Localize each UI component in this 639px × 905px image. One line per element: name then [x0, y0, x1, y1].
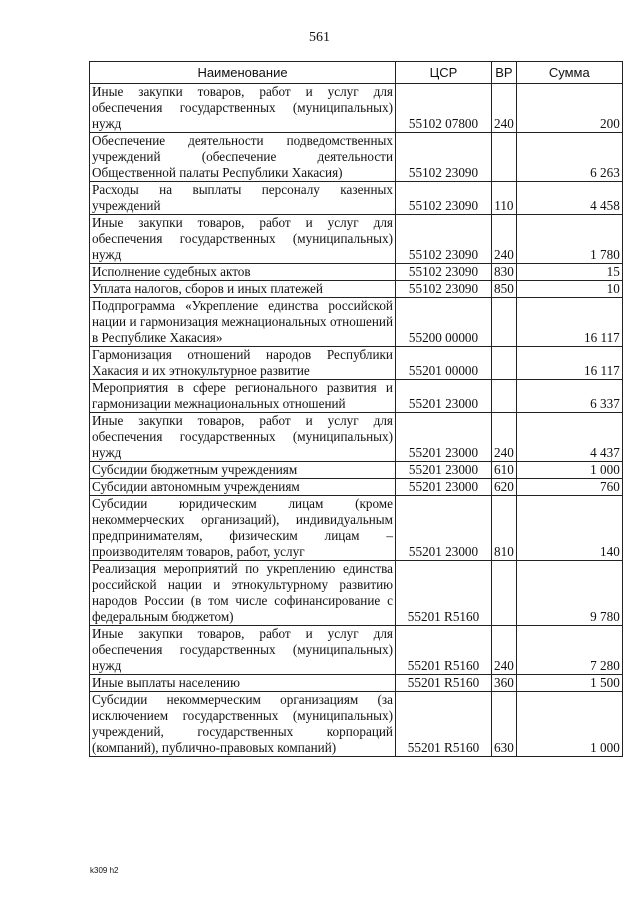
row-vr: 830: [492, 264, 517, 281]
table-row: [90, 380, 623, 413]
row-sum: 4 458: [516, 182, 622, 215]
row-name: Мероприятия в сфере регионального развития и гармонизации межнациональных отношений: [90, 380, 396, 413]
row-csr: 55201 23000: [396, 462, 492, 479]
row-vr: 240: [492, 215, 517, 264]
row-sum: 16 117: [516, 298, 622, 347]
row-csr: 55201 R5160: [396, 561, 492, 626]
table-row: [90, 413, 623, 462]
row-name: Исполнение судебных актов: [90, 264, 396, 281]
row-vr: [492, 380, 517, 413]
table-row: [90, 626, 623, 675]
row-csr: 55201 R5160: [396, 626, 492, 675]
row-csr: 55102 23090: [396, 281, 492, 298]
row-name: Иные выплаты населению: [90, 675, 396, 692]
table-row: [90, 298, 623, 347]
table-row: [90, 675, 623, 692]
header-name: Наименование: [90, 62, 396, 84]
row-sum: 16 117: [516, 347, 622, 380]
row-vr: 240: [492, 626, 517, 675]
table-row: [90, 496, 623, 561]
table-row: [90, 561, 623, 626]
row-vr: 810: [492, 496, 517, 561]
row-vr: [492, 133, 517, 182]
table-row: [90, 133, 623, 182]
row-sum: 6 337: [516, 380, 622, 413]
row-name: Иные закупки товаров, работ и услуг для обеспечения государственных (муниципальных) нужд: [90, 215, 396, 264]
row-csr: 55102 23090: [396, 264, 492, 281]
row-sum: 1 780: [516, 215, 622, 264]
row-vr: 850: [492, 281, 517, 298]
header-csr: ЦСР: [396, 62, 492, 84]
row-sum: 140: [516, 496, 622, 561]
row-vr: 240: [492, 84, 517, 133]
table-header-row: [90, 62, 623, 84]
row-sum: 760: [516, 479, 622, 496]
row-sum: 1 000: [516, 462, 622, 479]
row-csr: 55102 07800: [396, 84, 492, 133]
row-vr: 620: [492, 479, 517, 496]
table-row: [90, 479, 623, 496]
table-row: [90, 281, 623, 298]
row-csr: 55102 23090: [396, 133, 492, 182]
row-name: Иные закупки товаров, работ и услуг для обеспечения государственных (муниципальных) нужд: [90, 84, 396, 133]
table-body: [90, 84, 623, 757]
table-row: [90, 462, 623, 479]
row-vr: 630: [492, 692, 517, 757]
table-row: [90, 84, 623, 133]
row-sum: 1 000: [516, 692, 622, 757]
row-name: Уплата налогов, сборов и иных платежей: [90, 281, 396, 298]
row-name: Реализация мероприятий по укреплению единства российской нации и этнокультурному развитию народов России (в том числе софинансирование с федеральным бюджетом): [90, 561, 396, 626]
row-csr: 55201 23000: [396, 496, 492, 561]
row-vr: [492, 298, 517, 347]
row-name: Субсидии юридическим лицам (кроме некоммерческих организаций), индивидуальным предпринимателям, физическим лицам – производителям товаров, работ, услуг: [90, 496, 396, 561]
row-csr: 55201 23000: [396, 380, 492, 413]
row-csr: 55102 23090: [396, 215, 492, 264]
table-row: [90, 347, 623, 380]
row-sum: 15: [516, 264, 622, 281]
table-row: [90, 692, 623, 757]
budget-table: [89, 61, 623, 757]
row-name: Субсидии некоммерческим организациям (за исключением государственных (муниципальных) учреждений, государственных корпораций (компаний), публично-правовых компаний): [90, 692, 396, 757]
row-sum: 4 437: [516, 413, 622, 462]
header-vr: ВР: [492, 62, 517, 84]
row-csr: 55201 R5160: [396, 692, 492, 757]
row-name: Субсидии бюджетным учреждениям: [90, 462, 396, 479]
row-sum: 1 500: [516, 675, 622, 692]
page-number: 561: [309, 30, 330, 45]
row-vr: [492, 561, 517, 626]
row-csr: 55201 23000: [396, 479, 492, 496]
row-csr: 55201 R5160: [396, 675, 492, 692]
row-name: Иные закупки товаров, работ и услуг для обеспечения государственных (муниципальных) нужд: [90, 413, 396, 462]
row-vr: 110: [492, 182, 517, 215]
row-vr: 240: [492, 413, 517, 462]
header-sum: Сумма: [516, 62, 622, 84]
row-sum: 6 263: [516, 133, 622, 182]
row-sum: 10: [516, 281, 622, 298]
footer-code: k309 h2: [90, 866, 119, 875]
row-csr: 55201 00000: [396, 347, 492, 380]
row-sum: 7 280: [516, 626, 622, 675]
row-csr: 55201 23000: [396, 413, 492, 462]
row-vr: [492, 347, 517, 380]
table-row: [90, 264, 623, 281]
row-vr: 360: [492, 675, 517, 692]
row-name: Гармонизация отношений народов Республики Хакасия и их этнокультурное развитие: [90, 347, 396, 380]
row-name: Обеспечение деятельности подведомственных учреждений (обеспечение деятельности Общественной палаты Республики Хакасия): [90, 133, 396, 182]
row-name: Подпрограмма «Укрепление единства российской нации и гармонизация межнациональных отношений в Республике Хакасия»: [90, 298, 396, 347]
row-sum: 200: [516, 84, 622, 133]
table-row: [90, 182, 623, 215]
row-csr: 55102 23090: [396, 182, 492, 215]
row-csr: 55200 00000: [396, 298, 492, 347]
row-name: Субсидии автономным учреждениям: [90, 479, 396, 496]
row-vr: 610: [492, 462, 517, 479]
table-row: [90, 215, 623, 264]
row-name: Расходы на выплаты персоналу казенных учреждений: [90, 182, 396, 215]
row-name: Иные закупки товаров, работ и услуг для обеспечения государственных (муниципальных) нужд: [90, 626, 396, 675]
row-sum: 9 780: [516, 561, 622, 626]
